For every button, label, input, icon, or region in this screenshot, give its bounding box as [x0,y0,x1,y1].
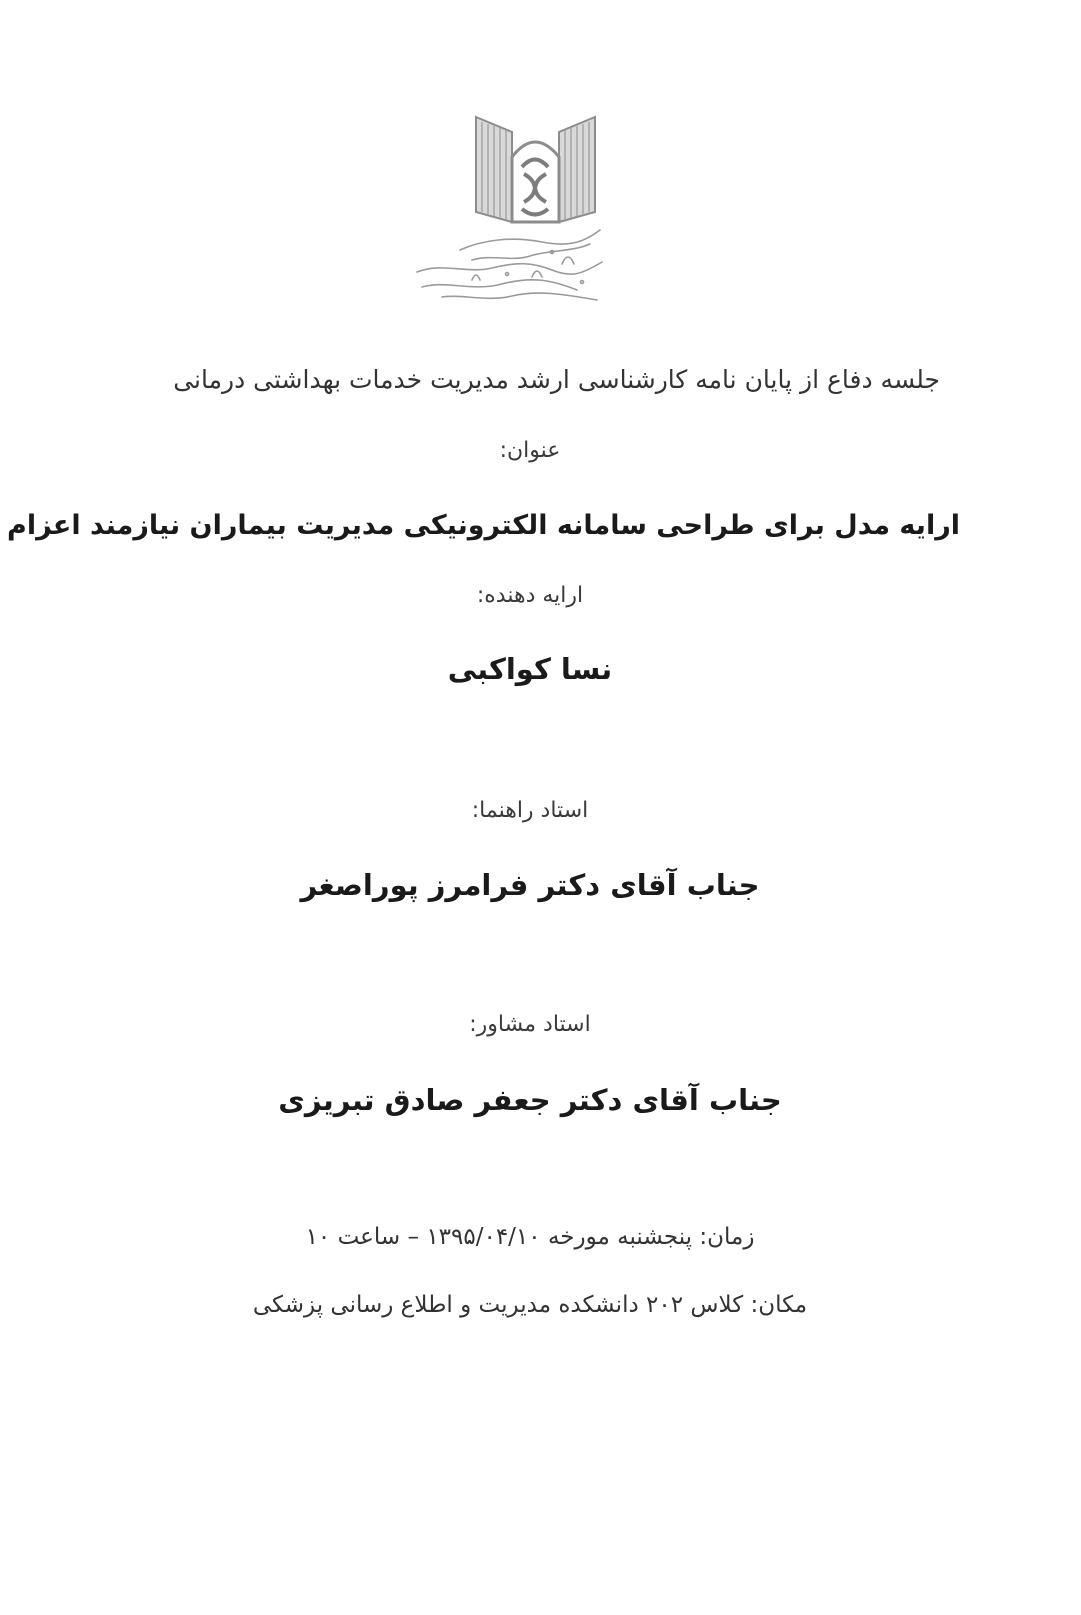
advisor-label: استاد مشاور: [469,1012,591,1037]
supervisor-label: استاد راهنما: [471,798,589,823]
presenter-label: ارایه دهنده: [476,583,584,608]
supervisor-name: جناب آقای دکتر فرامرز پوراصغر [300,868,760,902]
thesis-title: ارایه مدل برای طراحی سامانه الکترونیکی مدیریت بیماران نیازمند اعزام [7,510,960,541]
defense-time: زمان: پنجشنبه مورخه ۱۳۹۵/۰۴/۱۰ – ساعت ۱۰ [305,1224,755,1250]
university-emblem-icon [412,112,612,312]
title-label: عنوان: [499,438,561,463]
presenter-name: نسا کواکبی [447,652,613,686]
advisor-name: جناب آقای دکتر جعفر صادق تبریزی [278,1083,782,1117]
defense-place: مکان: کلاس ۲۰۲ دانشکده مدیریت و اطلاع رسانی پزشکی [252,1292,808,1318]
defense-intro-text: جلسه دفاع از پایان نامه کارشناسی ارشد مدیریت خدمات بهداشتی درمانی [173,365,940,394]
university-logo [412,112,612,312]
